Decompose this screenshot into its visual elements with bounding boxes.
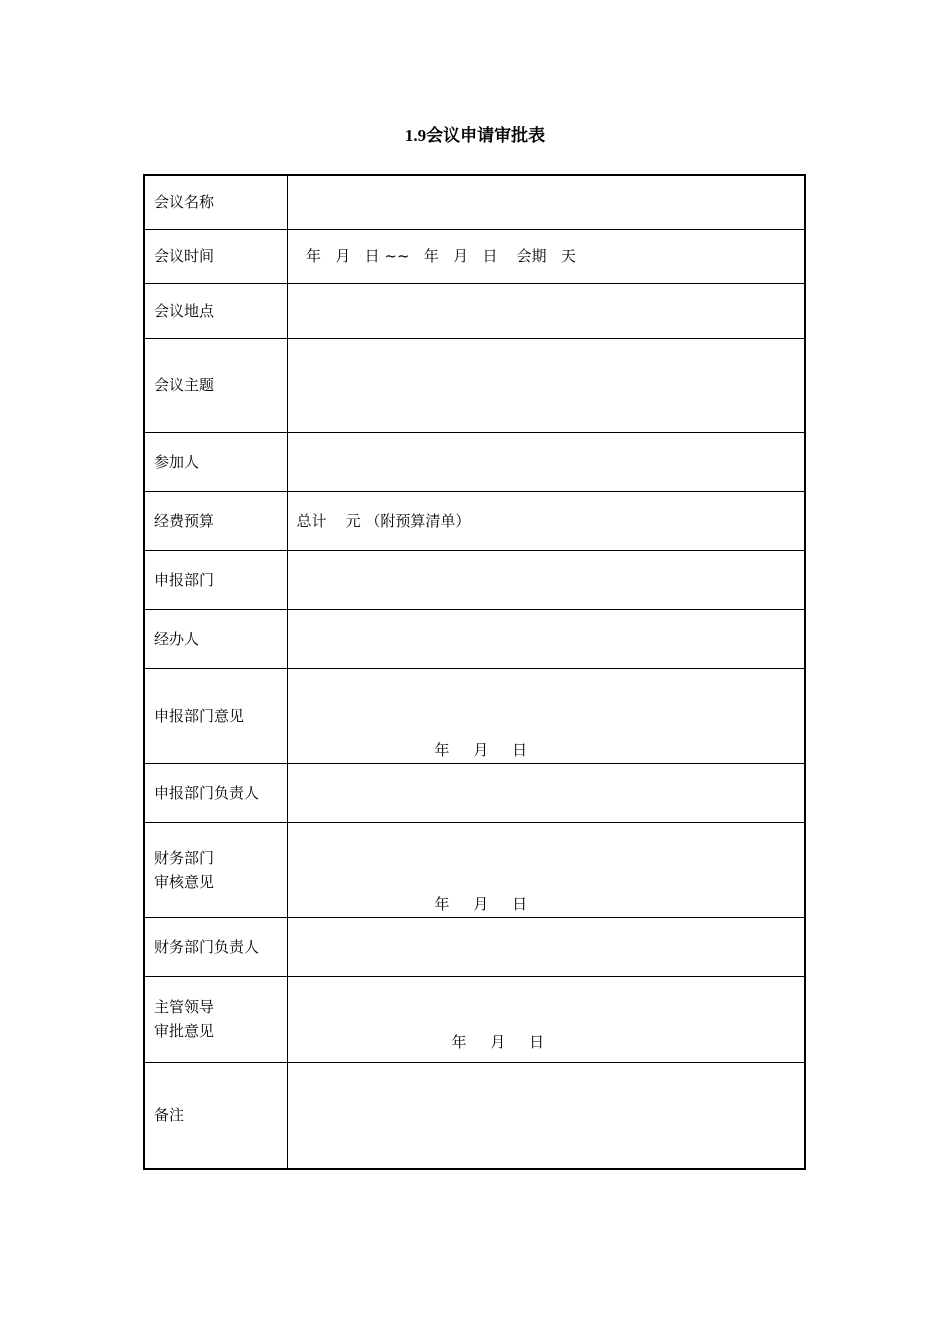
handler-label: 经办人 [144, 609, 287, 668]
form-row [144, 763, 805, 822]
budget-text: 总计 元 （附预算清单） [296, 511, 471, 530]
leader-opinion-field[interactable] [287, 976, 805, 1062]
form-row [144, 432, 805, 491]
dept-head-field[interactable] [287, 763, 805, 822]
budget-field[interactable] [287, 491, 805, 550]
meeting-approval-form [143, 174, 806, 1170]
leader-opinion-date: 年 月 日 [451, 1032, 545, 1051]
finance-opinion-label [144, 822, 287, 917]
participants-label: 参加人 [144, 432, 287, 491]
budget-label: 经费预算 [144, 491, 287, 550]
meeting-topic-field[interactable] [287, 338, 805, 432]
leader-opinion-label-line2: 审批意见 [154, 1022, 215, 1040]
participants-field[interactable] [287, 432, 805, 491]
form-row [144, 283, 805, 338]
finance-opinion-date: 年 月 日 [434, 894, 528, 913]
meeting-time-text: 年 月 日 ~~ 年 月 日 会期 天 [296, 247, 576, 265]
form-row [144, 338, 805, 432]
meeting-location-label: 会议地点 [144, 283, 287, 338]
reporting-dept-field[interactable] [287, 550, 805, 609]
leader-opinion-label [144, 976, 287, 1062]
dept-opinion-label: 申报部门意见 [144, 668, 287, 763]
form-row [144, 976, 805, 1062]
remarks-field[interactable] [287, 1062, 805, 1169]
meeting-time-field[interactable] [287, 229, 805, 283]
finance-head-label: 财务部门负责人 [144, 917, 287, 976]
meeting-topic-label: 会议主题 [144, 338, 287, 432]
form-row [144, 668, 805, 763]
form-row [144, 229, 805, 283]
handler-field[interactable] [287, 609, 805, 668]
finance-opinion-label-line1: 财务部门 [154, 848, 215, 867]
meeting-location-field[interactable] [287, 283, 805, 338]
remarks-label: 备注 [144, 1062, 287, 1169]
form-row [144, 822, 805, 917]
finance-opinion-field[interactable] [287, 822, 805, 917]
form-row [144, 491, 805, 550]
dept-opinion-field[interactable] [287, 668, 805, 763]
reporting-dept-label: 申报部门 [144, 550, 287, 609]
meeting-time-label: 会议时间 [144, 229, 287, 283]
leader-opinion-label-line1: 主管领导 [154, 998, 215, 1016]
dept-head-label: 申报部门负责人 [144, 763, 287, 822]
dept-opinion-date: 年 月 日 [434, 740, 528, 759]
meeting-name-field[interactable] [287, 175, 805, 229]
form-row [144, 550, 805, 609]
form-row [144, 609, 805, 668]
form-row [144, 175, 805, 229]
meeting-name-label: 会议名称 [144, 175, 287, 229]
page-title: 1.9会议申请审批表 [404, 126, 546, 145]
finance-head-field[interactable] [287, 917, 805, 976]
finance-opinion-label-line2: 审核意见 [154, 872, 215, 891]
form-row [144, 917, 805, 976]
form-row [144, 1062, 805, 1169]
